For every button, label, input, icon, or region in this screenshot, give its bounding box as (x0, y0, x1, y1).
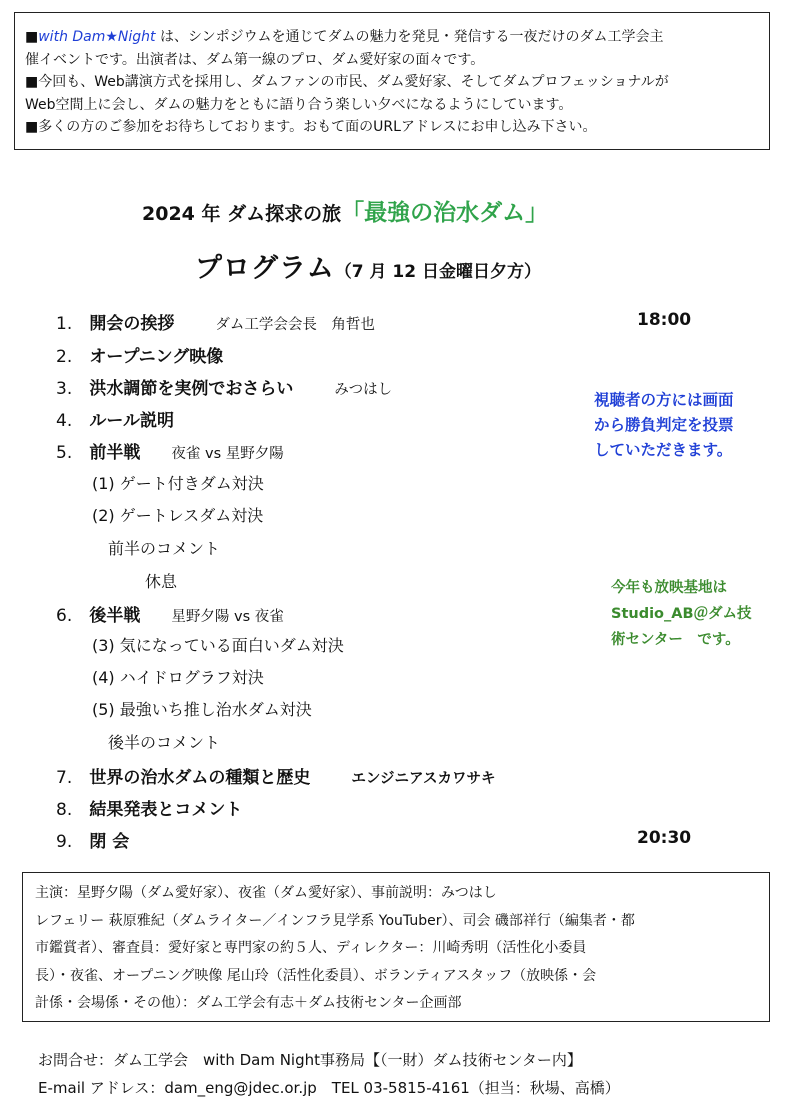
sub-item: (3) 気になっている面白いダム対決 (92, 636, 344, 655)
item-speaker: ダム工学会会長 角哲也 (215, 317, 375, 333)
program-item (56, 795, 242, 820)
program-item (56, 309, 375, 334)
program-item (56, 342, 223, 367)
second-half-comment: 後半のコメント (108, 733, 221, 752)
sub-item: (4) ハイドログラフ対決 (92, 668, 264, 687)
studio-note-line: 術センター です。 (611, 632, 740, 648)
item-matchup: 星野夕陽 vs 夜雀 (171, 609, 284, 625)
item-speaker: エンジニアスカワサキ (351, 771, 496, 787)
voting-note-line: から勝負判定を投票 (594, 416, 734, 434)
item-number: 2. (56, 347, 73, 367)
program-item (56, 374, 392, 399)
item-title: 前半戦 (89, 443, 141, 463)
item-number: 5. (56, 443, 73, 463)
item-title: 世界の治水ダムの種類と歴史 (89, 768, 311, 788)
voting-note-line: 視聴者の方には画面 (594, 391, 734, 409)
event-title-quote: 「最強の治水ダム」 (341, 200, 549, 226)
program-item (56, 406, 174, 431)
contact-email-line: E-mail アドレス：dam_eng@jdec.or.jp TEL 03-5815-4161（担当：秋場、高橋） (38, 1079, 620, 1097)
item-number: 8. (56, 800, 73, 820)
voting-note-line: していただきます。 (594, 441, 733, 459)
item-title: 開会の挨拶 (89, 314, 175, 334)
intro-line-1 (25, 26, 769, 49)
intro-box (14, 12, 770, 150)
start-time: 18:00 (637, 310, 692, 330)
end-time: 20:30 (637, 828, 692, 848)
cast-line: 主演：星野夕陽（ダム愛好家）、夜雀（ダム愛好家）、事前説明：みつはし (35, 885, 497, 901)
event-title (142, 194, 548, 227)
item-title: 閉 会 (89, 832, 130, 852)
intro-line-2: 催イベントです。出演者は、ダム第一線のプロ、ダム愛好家の面々です。 (25, 51, 485, 68)
item-title: 後半戦 (89, 606, 141, 626)
first-half-comment: 前半のコメント (108, 539, 221, 558)
cast-box (22, 872, 770, 1022)
event-name: with Dam★Night (38, 29, 156, 45)
program-heading-text: プログラム (195, 253, 335, 284)
item-number: 4. (56, 411, 73, 431)
bullet-mark: ■ (25, 29, 39, 45)
studio-note-line: Studio_AB＠ダム技 (611, 606, 752, 622)
item-title: オープニング映像 (89, 347, 224, 367)
item-speaker: みつはし (334, 382, 393, 398)
intro-line-3: ■今回も、Web講演方式を採用し、ダムファンの市民、ダム愛好家、そしてダムプロフェッショナルが (25, 74, 669, 90)
cast-line: 長）・夜雀、オープニング映像 尾山玲（活性化委員）、ボランティアスタッフ（放映係・会 (35, 967, 597, 984)
program-item (56, 438, 284, 463)
program-heading (195, 246, 541, 285)
studio-note (611, 575, 752, 653)
studio-note-line: 今年も放映基地は (611, 580, 727, 596)
event-title-prefix: 2024 年 ダム探求の旅 (142, 203, 342, 225)
intro-line-4: Web空間上に会し、ダムの魅力をともに語り合う楽しい夕べになるようにしています。 (25, 96, 573, 113)
item-number: 3. (56, 379, 73, 399)
program-item (56, 601, 284, 626)
item-title: ルール説明 (89, 411, 174, 431)
item-title: 洪水調節を実例でおさらい (89, 379, 294, 399)
item-matchup: 夜雀 vs 星野夕陽 (171, 446, 284, 462)
intro-line-5: ■多くの方のご参加をお待ちしております。おもて面のURLアドレスにお申し込み下さい。 (25, 119, 597, 135)
program-item (56, 827, 129, 852)
intro-line-1-rest: は、シンポジウムを通じてダムの魅力を発見・発信する一夜だけのダム工学会主 (155, 29, 664, 45)
program-date: （7 月 12 日金曜日夕方） (334, 262, 541, 282)
cast-line: レフェリー 萩原雅紀（ダムライター／インフラ見学系 YouTuber）、司会 磯部祥行（編集者・都 (35, 912, 635, 929)
cast-line: 計係・会場係・その他）：ダム工学会有志＋ダム技術センター企画部 (35, 995, 462, 1011)
sub-item: (2) ゲートレスダム対決 (92, 506, 264, 525)
item-number: 1. (56, 314, 73, 334)
cast-line: 市鑑賞者）、審査員：愛好家と専門家の約５人、ディレクター：川崎秀明（活性化小委員 (35, 940, 587, 956)
contact-line: お問合せ：ダム工学会 with Dam Night事務局【（一財）ダム技術センター内】 (38, 1051, 582, 1069)
sub-item: (1) ゲート付きダム対決 (92, 474, 264, 493)
sub-item: (5) 最強いち推し治水ダム対決 (92, 700, 312, 719)
item-number: 6. (56, 606, 73, 626)
program-item (56, 763, 495, 788)
item-title: 結果発表とコメント (89, 800, 243, 820)
voting-note (594, 388, 734, 463)
break-label: 休息 (145, 572, 178, 591)
item-number: 9. (56, 832, 73, 852)
item-number: 7. (56, 768, 73, 788)
